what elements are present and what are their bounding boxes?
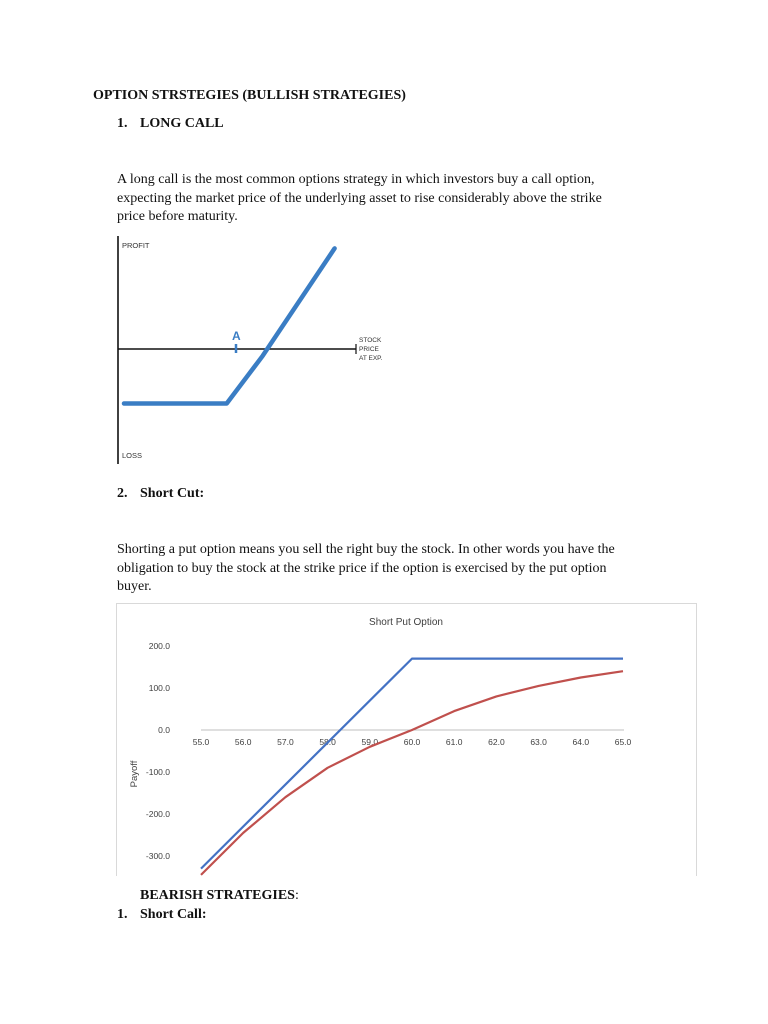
short-put-chart-frame	[116, 603, 697, 876]
paragraph-line: expecting the market price of the underlying asset to rise considerably above the strike	[117, 190, 602, 206]
y-tick-label: -200.0	[145, 809, 170, 819]
y-tick-label: -100.0	[145, 767, 170, 777]
x-tick-label: 62.0	[488, 737, 505, 747]
x-tick-label: 60.0	[403, 737, 421, 747]
paragraph-long-call	[117, 171, 602, 227]
stock-price-label-line2: PRICE	[359, 346, 379, 353]
strike-marker-label: A	[232, 329, 241, 343]
x-tick-labels	[193, 737, 632, 747]
section-heading-long-call: LONG CALL	[140, 116, 224, 131]
bearish-heading-text: BEARISH STRATEGIES	[140, 888, 295, 903]
paragraph-line: price before maturity.	[117, 209, 238, 224]
payoff-series-group	[201, 659, 623, 875]
x-tick-label: 58.0	[319, 737, 336, 747]
payoff-line	[124, 248, 335, 403]
x-tick-label: 57.0	[277, 737, 294, 747]
y-tick-label: 0.0	[158, 725, 170, 735]
y-tick-label: 200.0	[148, 641, 170, 651]
profit-label: PROFIT	[122, 241, 150, 250]
x-tick-label: 59.0	[361, 737, 379, 747]
paragraph-line: buyer.	[117, 579, 152, 594]
loss-label: LOSS	[122, 451, 143, 460]
section-heading-short-call: Short Call:	[140, 907, 207, 922]
section-number: 2.	[117, 486, 128, 501]
y-tick-label: 100.0	[148, 683, 170, 693]
y-axis-label: Payoff	[129, 760, 140, 788]
payoff-series-1	[201, 659, 623, 869]
short-put-chart	[117, 604, 696, 876]
x-tick-label: 56.0	[234, 737, 252, 747]
paragraph-short-put	[117, 541, 615, 597]
x-tick-label: 63.0	[530, 737, 547, 747]
bearish-heading-colon: :	[294, 888, 299, 903]
y-tick-labels	[146, 641, 170, 861]
x-tick-label: 61.0	[445, 737, 463, 747]
bearish-heading	[140, 888, 299, 904]
payoff-series-2	[201, 671, 623, 875]
section-number: 1.	[117, 907, 128, 922]
y-tick-label: -300.0	[145, 851, 170, 861]
paragraph-line: obligation to buy the stock at the strike price if the option is exercised by the put option	[117, 560, 607, 576]
stock-price-label-line1: STOCK	[359, 337, 382, 344]
section-number: 1.	[117, 116, 128, 131]
payoff-series	[124, 248, 335, 403]
long-call-chart	[110, 232, 400, 467]
x-tick-label: 55.0	[192, 737, 210, 747]
paragraph-line: A long call is the most common options strategy in which investors buy a call option,	[117, 172, 595, 187]
paragraph-line: Shorting a put option means you sell the right buy the stock. In other words you have the	[117, 542, 615, 557]
x-tick-label: 64.0	[572, 737, 590, 747]
document-title: OPTION STRSTEGIES (BULLISH STRATEGIES)	[93, 88, 406, 103]
x-tick-label: 65.0	[614, 737, 632, 747]
chart-title: Short Put Option	[369, 617, 443, 628]
stock-price-label-line3: AT EXP.	[359, 355, 383, 362]
section-heading-short-cut: Short Cut:	[140, 486, 205, 501]
